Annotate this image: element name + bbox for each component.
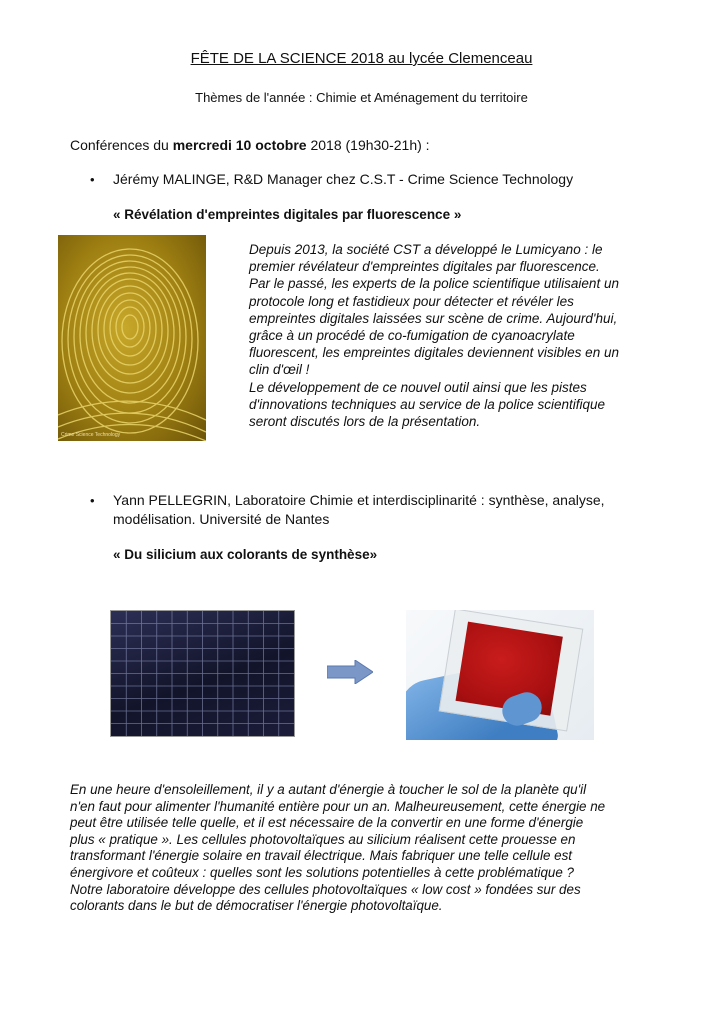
page-subtitle: Thèmes de l'année : Chimie et Aménagement du territoire [195, 90, 528, 105]
abstract-line: énergivore et coûteux : quelles sont les solutions potentielles à cette problématique ? [70, 864, 574, 880]
talk2-speaker-line: modélisation. Université de Nantes [113, 511, 330, 527]
solar-cell-grid [111, 611, 294, 736]
bullet-icon: • [90, 493, 95, 508]
abstract-line: grâce à un procédé de co-fumigation de cyanoacrylate [249, 328, 575, 344]
conference-date: mercredi 10 octobre [172, 137, 307, 153]
abstract-line: Par le passé, les experts de la police scientifique utilisaient un [249, 276, 619, 292]
solar-panel-image [110, 610, 295, 737]
talk2-speaker-line: Yann PELLEGRIN, Laboratoire Chimie et interdisciplinarité : synthèse, analyse, [113, 492, 605, 508]
abstract-line: colorants dans le but de démocratiser l'énergie photovoltaïque. [70, 898, 443, 914]
talk2-speaker [113, 491, 673, 529]
abstract-line: empreintes digitales laissées sur scène de crime. Aujourd'hui, [249, 310, 618, 326]
abstract-line: fluorescent, les empreintes digitales deviennent visibles en un [249, 345, 619, 361]
abstract-line: d'innovations techniques au service de la police scientifique [249, 396, 606, 412]
image-credit: Crime Science Technology [61, 432, 121, 438]
abstract-line: Le développement de ce nouvel outil ainsi que les pistes [249, 379, 587, 395]
abstract-line: Depuis 2013, la société CST a développé le Lumicyano : le [249, 242, 603, 257]
abstract-line: protocole long et fastidieux pour détecter et révéler les [249, 293, 574, 309]
abstract-line: seront discutés lors de la présentation. [249, 414, 481, 430]
dye-cell-photo [406, 610, 594, 740]
conference-date-line [70, 137, 430, 153]
conference-time: 2018 (19h30-21h) : [306, 137, 430, 153]
bullet-icon: • [90, 172, 95, 187]
talk2-abstract [70, 782, 660, 915]
abstract-line: clin d'œil ! [249, 362, 310, 378]
talk1-title: « Révélation d'empreintes digitales par fluorescence » [113, 207, 462, 222]
fingerprint-ridges [58, 235, 206, 441]
abstract-line: n'en faut pour alimenter l'humanité entière pour un an. Malheureusement, cette énergie ne [70, 798, 606, 814]
fingerprint-image [58, 235, 206, 441]
abstract-line: premier révélateur d'empreintes digitales par fluorescence. [249, 259, 600, 275]
talk1-abstract [249, 241, 653, 430]
abstract-line: peut être utilisée telle quelle, et il est nécessaire de la convertir en une forme d'énergie [70, 815, 584, 831]
abstract-line: plus « pratique ». Les cellules photovoltaïques au silicium réalisent cette prouesse en [70, 831, 576, 847]
page-title: FÊTE DE LA SCIENCE 2018 au lycée Clemenceau [190, 50, 533, 67]
conference-prefix: Conférences du [70, 137, 173, 153]
abstract-line: Notre laboratoire développe des cellules photovoltaïques « low cost » fondées sur des [70, 881, 581, 897]
abstract-line: En une heure d'ensoleillement, il y a autant d'énergie à toucher le sol de la planète qu'il [70, 782, 587, 797]
talk1-speaker: Jérémy MALINGE, R&D Manager chez C.S.T - Crime Science Technology [113, 171, 574, 187]
right-arrow-icon [327, 660, 373, 689]
talk2-title: « Du silicium aux colorants de synthèse» [113, 547, 378, 562]
abstract-line: transformant l'énergie solaire en travail électrique. Mais fabriquer une telle cellule est [70, 848, 572, 864]
